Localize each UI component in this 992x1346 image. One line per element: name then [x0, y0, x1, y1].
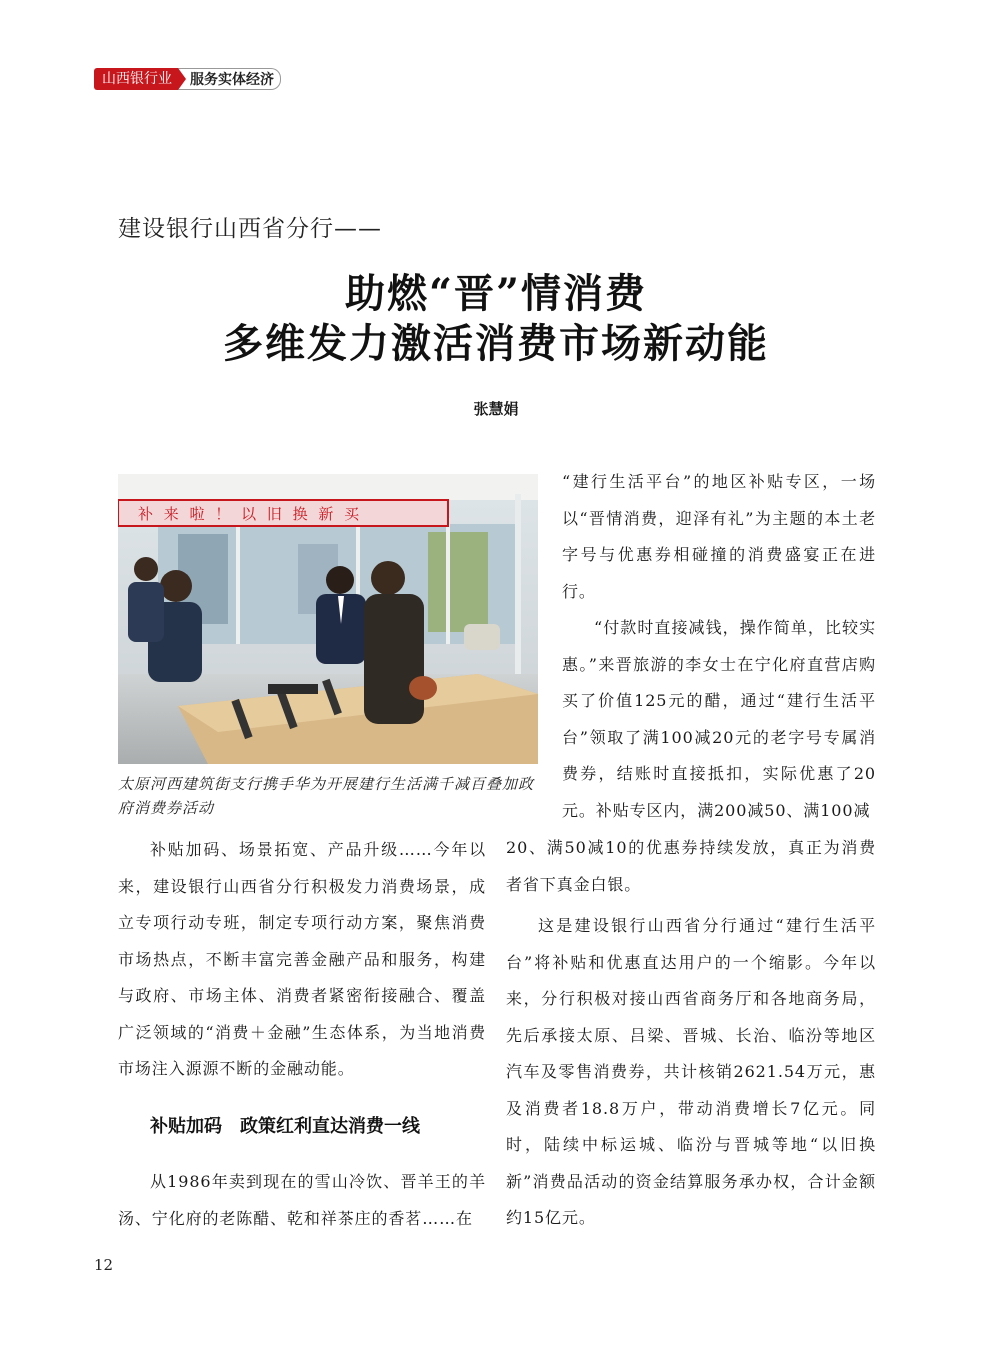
section-heading: 补贴加码 政策红利直达消费一线: [150, 1116, 420, 1137]
paragraph-right-3: 这是建设银行山西省分行通过“建行生活平台”将补贴和优惠直达用户的一个缩影。今年以来，分行积极对接山西省商务厅和各地商务局，先后承接太原、吕梁、晋城、长治、临汾等地区汽车及零售消费券，共计核销2621.54万元，惠及消费者18.8万户，带动消费增长7亿元。同时，陆续中标运城、临汾与晋城等地“以旧换新”消费品活动的资金结算服务承办权，合计金额约15亿元。: [506, 916, 876, 1227]
article-kicker: 建设银行山西省分行——: [118, 216, 382, 242]
section-tag: [94, 68, 281, 90]
section-tag-title: 服务实体经济: [178, 68, 281, 90]
paragraph-right-continuation: 20、满50减10的优惠券持续发放，真正为消费者省下真金白银。: [506, 838, 876, 894]
paragraph-left-1: 补贴加码、场景拓宽、产品升级……今年以来，建设银行山西省分行积极发力消费场景，成立专项行动专班，制定专项行动方案，聚焦消费市场热点，不断丰富完善金融产品和服务，构建与政府、市场主体、消费者紧密衔接融合、覆盖广泛领域的“消费＋金融”生态体系，为当地消费市场注入源源不断的金融动能。: [118, 840, 486, 1078]
section-tag-category: 山西银行业: [94, 68, 178, 90]
photo-caption: 太原河西建筑街支行携手华为开展建行生活满千减百叠加政府消费券活动: [118, 775, 535, 817]
page-number: 12: [94, 1256, 114, 1274]
banner-text: 补 来 啦 ！ 以 旧 换 新 买: [138, 505, 363, 523]
article-title-line-2: 多维发力激活消费市场新动能: [223, 320, 769, 367]
right-column-top: [562, 464, 876, 829]
article-photo: [118, 474, 538, 764]
paragraph-right-1: “建行生活平台”的地区补贴专区，一场以“晋情消费，迎泽有礼”为主题的本土老字号与优惠券相碰撞的消费盛宴正在进行。: [562, 472, 876, 601]
article-author: 张慧娟: [473, 400, 519, 418]
paragraph-right-2: “付款时直接减钱，操作简单，比较实惠。”来晋旅游的李女士在宁化府直营店购买了价值125元的醋，通过“建行生活平台”领取了满100减20元的老字号专属消费券，结账时直接抵扣，实际优惠了20元。补贴专区内，满200减50、满100减: [562, 618, 876, 820]
paragraph-left-2: 从1986年卖到现在的雪山冷饮、晋羊王的羊汤、宁化府的老陈醋、乾和祥茶庄的香茗……在: [118, 1172, 486, 1228]
article-title-line-1: 助燃“晋”情消费: [344, 270, 647, 317]
